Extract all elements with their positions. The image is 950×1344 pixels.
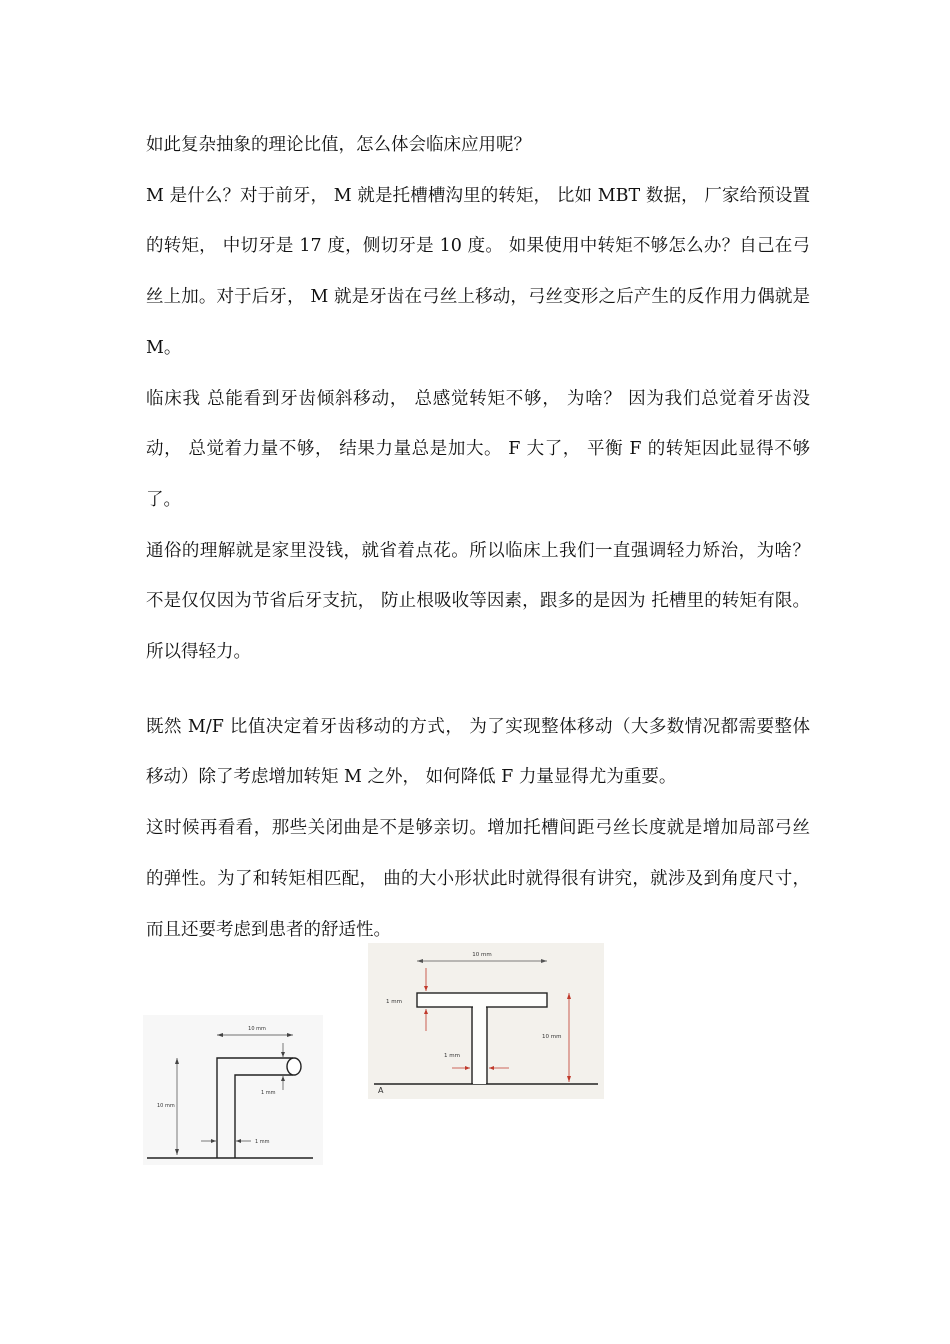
body-text bbox=[146, 120, 810, 955]
paragraph-gap bbox=[146, 678, 810, 702]
left-fig-top-label: 10 mm bbox=[248, 1026, 266, 1032]
paragraph-3: 临床我 总能看到牙齿倾斜移动， 总感觉转矩不够， 为啥？ 因为我们总觉着牙齿没动， 总觉着力量不够， 结果力量总是加大。 F 大了， 平衡 F 的转矩因此显得不够了。 bbox=[146, 388, 810, 510]
left-fig-gap-label: 1 mm bbox=[255, 1139, 270, 1145]
loop-figure-left bbox=[143, 1015, 323, 1165]
right-fig-gap-label: 1 mm bbox=[444, 1053, 460, 1059]
paragraph-4: 通俗的理解就是家里没钱，就省着点花。所以临床上我们一直强调轻力矫治，为啥？不是仅仅因为节省后牙支抗， 防止根吸收等因素，跟多的是因为 托槽里的转矩有限。所以得轻力。 bbox=[146, 540, 810, 663]
paragraph-2: M 是什么？对于前牙， M 就是托槽槽沟里的转矩， 比如 MBT 数据， 厂家给预设置的转矩， 中切牙是 17 度，侧切牙是 10 度。 如果使用中转矩不够怎么办？自己在弓丝上加。对于后牙， M 就是牙齿在弓丝上移动，弓丝变形之后产生的反作用力偶就是 M。 bbox=[146, 185, 810, 358]
right-fig-panel-label: A bbox=[378, 1086, 384, 1095]
left-fig-height-label: 1 mm bbox=[261, 1090, 276, 1096]
right-fig-side-label: 10 mm bbox=[542, 1034, 562, 1040]
right-fig-thickness-label: 1 mm bbox=[386, 999, 402, 1005]
left-fig-side-label: 10 mm bbox=[157, 1103, 175, 1109]
paragraph-6: 这时候再看看，那些关闭曲是不是够亲切。增加托槽间距弓丝长度就是增加局部弓丝的弹性。为了和转矩相匹配， 曲的大小形状此时就得很有讲究，就涉及到角度尺寸，而且还要考虑到患者的舒适性。 bbox=[146, 818, 810, 940]
paragraph-5: 既然 M/F 比值决定着牙齿移动的方式， 为了实现整体移动（大多数情况都需要整体移动）除了考虑增加转矩 M 之外， 如何降低 F 力量显得尤为重要。 bbox=[146, 716, 810, 788]
paragraph-1: 如此复杂抽象的理论比值，怎么体会临床应用呢？ bbox=[146, 135, 531, 155]
right-fig-top-label: 10 mm bbox=[472, 952, 492, 958]
t-loop-figure-right bbox=[368, 943, 604, 1099]
